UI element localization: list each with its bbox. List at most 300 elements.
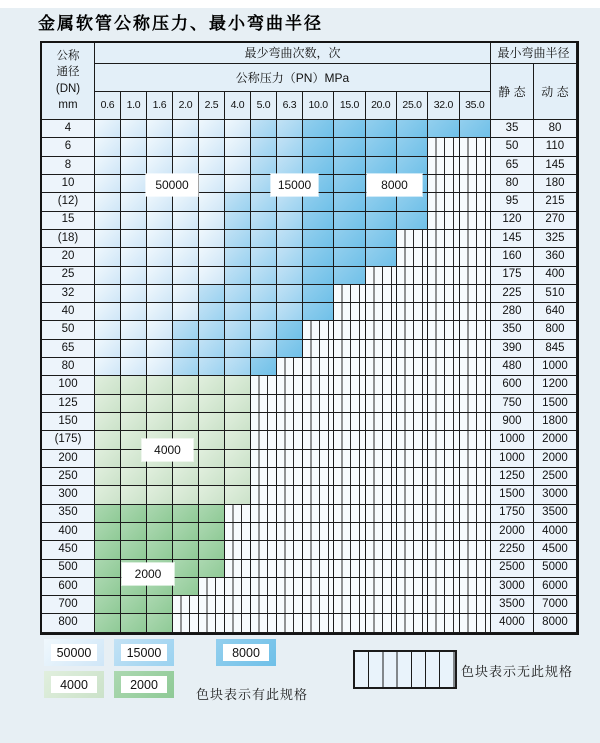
dynamic-radius-value: 1200 — [534, 376, 577, 394]
dn-row-label: 6 — [42, 138, 95, 156]
legend-no-spec-hatch-swatch — [353, 650, 457, 689]
spec-cell-dn40-p6.3 — [277, 303, 303, 321]
spec-cell-dn125-p25.0 — [397, 395, 428, 413]
spec-cell-dn15-p10.0 — [303, 212, 334, 230]
spec-cell-dn(12)-p4.0 — [225, 193, 251, 211]
spec-cell-dn25-p6.3 — [277, 267, 303, 285]
spec-cell-dn450-p1.6 — [147, 541, 173, 559]
spec-cell-dn40-p32.0 — [428, 303, 459, 321]
spec-cell-dn40-p20.0 — [366, 303, 397, 321]
spec-cell-dn150-p5.0 — [251, 413, 277, 431]
spec-cell-dn400-p25.0 — [397, 523, 428, 541]
pressure-header: 公称压力（PN）MPa — [95, 64, 491, 92]
dn-row-label: 40 — [42, 303, 95, 321]
spec-cell-dn400-p35.0 — [460, 523, 491, 541]
legend-swatch-50000 — [44, 639, 104, 666]
spec-cell-dn25-p1.6 — [147, 267, 173, 285]
spec-cell-dn10-p2.5 — [199, 175, 225, 193]
static-radius-value: 175 — [491, 267, 534, 285]
dn-row-label: 10 — [42, 175, 95, 193]
spec-cell-dn700-p35.0 — [460, 596, 491, 614]
spec-cell-dn600-p6.3 — [277, 578, 303, 596]
spec-cell-dn600-p35.0 — [460, 578, 491, 596]
cycle-count-label-4000: 4000 — [142, 439, 193, 461]
spec-cell-dn(18)-p6.3 — [277, 230, 303, 248]
dn-header-line: 通径 — [56, 66, 80, 78]
spec-cell-dn600-p15.0 — [334, 578, 365, 596]
spec-cell-dn15-p2.0 — [173, 212, 199, 230]
spec-cell-dn6-p0.6 — [95, 138, 121, 156]
spec-cell-dn450-p0.6 — [95, 541, 121, 559]
spec-cell-dn500-p4.0 — [225, 560, 251, 578]
legend-swatch-4000 — [44, 671, 104, 698]
spec-cell-dn800-p1.0 — [121, 614, 147, 632]
spec-cell-dn125-p1.0 — [121, 395, 147, 413]
spec-cell-dn800-p35.0 — [460, 614, 491, 632]
spec-cell-dn500-p35.0 — [460, 560, 491, 578]
spec-cell-dn25-p20.0 — [366, 267, 397, 285]
spec-cell-dn500-p10.0 — [303, 560, 334, 578]
spec-cell-dn450-p35.0 — [460, 541, 491, 559]
spec-cell-dn100-p1.6 — [147, 376, 173, 394]
spec-cell-dn800-p6.3 — [277, 614, 303, 632]
spec-cell-dn100-p25.0 — [397, 376, 428, 394]
spec-cell-dn400-p4.0 — [225, 523, 251, 541]
spec-cell-dn800-p5.0 — [251, 614, 277, 632]
spec-cell-dn65-p2.5 — [199, 340, 225, 358]
spec-cell-dn350-p1.0 — [121, 505, 147, 523]
spec-cell-dn250-p6.3 — [277, 468, 303, 486]
dn-row-label: 50 — [42, 321, 95, 339]
spec-cell-dn20-p35.0 — [460, 248, 491, 266]
spec-cell-dn(18)-p4.0 — [225, 230, 251, 248]
spec-cell-dn250-p4.0 — [225, 468, 251, 486]
dynamic-radius-value: 180 — [534, 175, 577, 193]
dynamic-radius-value: 845 — [534, 340, 577, 358]
dynamic-radius-value: 215 — [534, 193, 577, 211]
spec-cell-dn32-p15.0 — [334, 285, 365, 303]
spec-cell-dn450-p1.0 — [121, 541, 147, 559]
spec-cell-dn350-p20.0 — [366, 505, 397, 523]
dynamic-radius-value: 800 — [534, 321, 577, 339]
dn-row-label: (12) — [42, 193, 95, 211]
spec-cell-dn25-p2.0 — [173, 267, 199, 285]
spec-cell-dn(175)-p2.5 — [199, 431, 225, 449]
dn-row-label: 300 — [42, 486, 95, 504]
spec-cell-dn300-p35.0 — [460, 486, 491, 504]
spec-cell-dn40-p0.6 — [95, 303, 121, 321]
spec-cell-dn(175)-p0.6 — [95, 431, 121, 449]
spec-cell-dn350-p4.0 — [225, 505, 251, 523]
spec-cell-dn500-p15.0 — [334, 560, 365, 578]
spec-cell-dn450-p15.0 — [334, 541, 365, 559]
spec-cell-dn50-p32.0 — [428, 321, 459, 339]
spec-cell-dn32-p20.0 — [366, 285, 397, 303]
dn-row-label: (18) — [42, 230, 95, 248]
spec-cell-dn6-p6.3 — [277, 138, 303, 156]
spec-cell-dn700-p1.6 — [147, 596, 173, 614]
spec-cell-dn10-p15.0 — [334, 175, 365, 193]
spec-cell-dn6-p15.0 — [334, 138, 365, 156]
spec-cell-dn40-p1.6 — [147, 303, 173, 321]
spec-cell-dn50-p10.0 — [303, 321, 334, 339]
spec-cell-dn150-p25.0 — [397, 413, 428, 431]
static-radius-value: 750 — [491, 395, 534, 413]
spec-cell-dn150-p10.0 — [303, 413, 334, 431]
top-white-strip — [0, 0, 600, 8]
spec-cell-dn200-p5.0 — [251, 450, 277, 468]
spec-cell-dn80-p10.0 — [303, 358, 334, 376]
spec-cell-dn125-p0.6 — [95, 395, 121, 413]
spec-cell-dn80-p15.0 — [334, 358, 365, 376]
spec-cell-dn4-p5.0 — [251, 120, 277, 138]
spec-cell-dn80-p25.0 — [397, 358, 428, 376]
spec-cell-dn20-p1.0 — [121, 248, 147, 266]
pressure-col-5.0: 5.0 — [251, 92, 277, 120]
spec-cell-dn25-p35.0 — [460, 267, 491, 285]
spec-cell-dn80-p1.6 — [147, 358, 173, 376]
spec-cell-dn80-p0.6 — [95, 358, 121, 376]
spec-cell-dn500-p2.5 — [199, 560, 225, 578]
spec-cell-dn250-p25.0 — [397, 468, 428, 486]
dn-row-label: 150 — [42, 413, 95, 431]
spec-cell-dn125-p4.0 — [225, 395, 251, 413]
dn-row-label: 125 — [42, 395, 95, 413]
static-radius-value: 2000 — [491, 523, 534, 541]
dn-row-label: 15 — [42, 212, 95, 230]
legend-has-spec-text: 色块表示有此规格 — [196, 687, 309, 702]
spec-cell-dn32-p5.0 — [251, 285, 277, 303]
spec-cell-dn32-p6.3 — [277, 285, 303, 303]
spec-cell-dn800-p32.0 — [428, 614, 459, 632]
spec-cell-dn50-p0.6 — [95, 321, 121, 339]
spec-cell-dn350-p0.6 — [95, 505, 121, 523]
spec-cell-dn50-p35.0 — [460, 321, 491, 339]
spec-cell-dn25-p0.6 — [95, 267, 121, 285]
spec-cell-dn125-p6.3 — [277, 395, 303, 413]
spec-cell-dn800-p0.6 — [95, 614, 121, 632]
dn-row-label: 25 — [42, 267, 95, 285]
dynamic-radius-value: 270 — [534, 212, 577, 230]
dynamic-radius-value: 80 — [534, 120, 577, 138]
spec-cell-dn450-p4.0 — [225, 541, 251, 559]
bend-cycles-header: 最少弯曲次数，次 — [95, 43, 491, 64]
spec-cell-dn(175)-p10.0 — [303, 431, 334, 449]
spec-cell-dn450-p5.0 — [251, 541, 277, 559]
spec-cell-dn15-p5.0 — [251, 212, 277, 230]
pressure-col-4.0: 4.0 — [225, 92, 251, 120]
static-radius-value: 80 — [491, 175, 534, 193]
pressure-col-2.0: 2.0 — [173, 92, 199, 120]
spec-cell-dn65-p2.0 — [173, 340, 199, 358]
spec-cell-dn200-p35.0 — [460, 450, 491, 468]
static-radius-value: 4000 — [491, 614, 534, 632]
spec-cell-dn15-p35.0 — [460, 212, 491, 230]
spec-cell-dn500-p5.0 — [251, 560, 277, 578]
static-radius-value: 390 — [491, 340, 534, 358]
spec-cell-dn40-p25.0 — [397, 303, 428, 321]
dynamic-radius-value: 8000 — [534, 614, 577, 632]
spec-cell-dn20-p2.0 — [173, 248, 199, 266]
spec-cell-dn100-p6.3 — [277, 376, 303, 394]
spec-cell-dn25-p32.0 — [428, 267, 459, 285]
spec-cell-dn65-p5.0 — [251, 340, 277, 358]
spec-cell-dn125-p2.0 — [173, 395, 199, 413]
spec-cell-dn(18)-p1.6 — [147, 230, 173, 248]
spec-cell-dn350-p2.5 — [199, 505, 225, 523]
spec-cell-dn600-p0.6 — [95, 578, 121, 596]
spec-cell-dn(175)-p15.0 — [334, 431, 365, 449]
spec-cell-dn600-p2.5 — [199, 578, 225, 596]
spec-cell-dn450-p2.5 — [199, 541, 225, 559]
spec-cell-dn350-p32.0 — [428, 505, 459, 523]
dynamic-radius-value: 6000 — [534, 578, 577, 596]
spec-cell-dn80-p2.0 — [173, 358, 199, 376]
spec-cell-dn250-p5.0 — [251, 468, 277, 486]
dn-row-label: 4 — [42, 120, 95, 138]
legend-swatch-label: 15000 — [121, 644, 167, 661]
pressure-col-1.6: 1.6 — [147, 92, 173, 120]
spec-cell-dn6-p20.0 — [366, 138, 397, 156]
spec-cell-dn(12)-p1.0 — [121, 193, 147, 211]
spec-cell-dn200-p20.0 — [366, 450, 397, 468]
static-radius-value: 120 — [491, 212, 534, 230]
spec-cell-dn65-p0.6 — [95, 340, 121, 358]
spec-cell-dn125-p32.0 — [428, 395, 459, 413]
spec-cell-dn20-p5.0 — [251, 248, 277, 266]
spec-cell-dn300-p15.0 — [334, 486, 365, 504]
spec-cell-dn500-p6.3 — [277, 560, 303, 578]
spec-cell-dn80-p1.0 — [121, 358, 147, 376]
static-radius-value: 65 — [491, 157, 534, 175]
static-radius-value: 225 — [491, 285, 534, 303]
spec-cell-dn300-p1.0 — [121, 486, 147, 504]
spec-cell-dn600-p32.0 — [428, 578, 459, 596]
spec-cell-dn65-p20.0 — [366, 340, 397, 358]
dn-header-line: mm — [58, 99, 78, 111]
spec-cell-dn350-p6.3 — [277, 505, 303, 523]
spec-cell-dn65-p1.6 — [147, 340, 173, 358]
dn-row-label: 400 — [42, 523, 95, 541]
spec-cell-dn32-p25.0 — [397, 285, 428, 303]
static-radius-value: 145 — [491, 230, 534, 248]
pressure-col-20.0: 20.0 — [366, 92, 397, 120]
spec-cell-dn100-p2.0 — [173, 376, 199, 394]
spec-cell-dn250-p0.6 — [95, 468, 121, 486]
spec-cell-dn20-p4.0 — [225, 248, 251, 266]
spec-cell-dn25-p5.0 — [251, 267, 277, 285]
dn-row-label: 8 — [42, 157, 95, 175]
spec-cell-dn65-p4.0 — [225, 340, 251, 358]
spec-cell-dn600-p5.0 — [251, 578, 277, 596]
spec-cell-dn300-p4.0 — [225, 486, 251, 504]
spec-cell-dn(18)-p15.0 — [334, 230, 365, 248]
spec-cell-dn10-p0.6 — [95, 175, 121, 193]
spec-cell-dn6-p5.0 — [251, 138, 277, 156]
spec-cell-dn300-p10.0 — [303, 486, 334, 504]
spec-cell-dn80-p20.0 — [366, 358, 397, 376]
spec-cell-dn50-p1.6 — [147, 321, 173, 339]
spec-cell-dn300-p20.0 — [366, 486, 397, 504]
spec-cell-dn500-p0.6 — [95, 560, 121, 578]
spec-cell-dn50-p2.5 — [199, 321, 225, 339]
spec-cell-dn600-p4.0 — [225, 578, 251, 596]
pressure-radius-table — [40, 41, 579, 635]
static-radius-value: 3000 — [491, 578, 534, 596]
spec-cell-dn700-p25.0 — [397, 596, 428, 614]
static-radius-value: 1000 — [491, 450, 534, 468]
spec-cell-dn700-p15.0 — [334, 596, 365, 614]
spec-cell-dn400-p1.0 — [121, 523, 147, 541]
spec-cell-dn8-p35.0 — [460, 157, 491, 175]
spec-cell-dn150-p1.0 — [121, 413, 147, 431]
spec-cell-dn25-p10.0 — [303, 267, 334, 285]
static-radius-value: 2500 — [491, 560, 534, 578]
spec-cell-dn4-p25.0 — [397, 120, 428, 138]
spec-cell-dn600-p20.0 — [366, 578, 397, 596]
pressure-col-25.0: 25.0 — [397, 92, 428, 120]
dynamic-radius-value: 110 — [534, 138, 577, 156]
dn-row-label: 350 — [42, 505, 95, 523]
spec-cell-dn4-p1.0 — [121, 120, 147, 138]
pressure-col-15.0: 15.0 — [334, 92, 365, 120]
dynamic-radius-value: 4500 — [534, 541, 577, 559]
spec-cell-dn20-p32.0 — [428, 248, 459, 266]
spec-cell-dn80-p32.0 — [428, 358, 459, 376]
static-radius-value: 600 — [491, 376, 534, 394]
spec-cell-dn450-p2.0 — [173, 541, 199, 559]
spec-cell-dn500-p32.0 — [428, 560, 459, 578]
spec-cell-dn300-p6.3 — [277, 486, 303, 504]
legend-swatch-2000 — [114, 671, 174, 698]
min-radius-header: 最小弯曲半径 — [491, 43, 577, 64]
spec-cell-dn800-p2.0 — [173, 614, 199, 632]
spec-cell-dn250-p35.0 — [460, 468, 491, 486]
dynamic-radius-value: 360 — [534, 248, 577, 266]
spec-cell-dn200-p25.0 — [397, 450, 428, 468]
spec-cell-dn(18)-p25.0 — [397, 230, 428, 248]
spec-cell-dn25-p1.0 — [121, 267, 147, 285]
spec-cell-dn8-p1.6 — [147, 157, 173, 175]
spec-cell-dn800-p4.0 — [225, 614, 251, 632]
spec-cell-dn700-p10.0 — [303, 596, 334, 614]
dn-row-label: 600 — [42, 578, 95, 596]
spec-cell-dn4-p4.0 — [225, 120, 251, 138]
spec-cell-dn300-p2.0 — [173, 486, 199, 504]
spec-cell-dn8-p10.0 — [303, 157, 334, 175]
static-radius-value: 2250 — [491, 541, 534, 559]
spec-cell-dn32-p32.0 — [428, 285, 459, 303]
spec-cell-dn700-p32.0 — [428, 596, 459, 614]
spec-cell-dn6-p25.0 — [397, 138, 428, 156]
dynamic-radius-value: 3000 — [534, 486, 577, 504]
legend-no-spec-text: 色块表示无此规格 — [461, 664, 574, 679]
spec-cell-dn50-p25.0 — [397, 321, 428, 339]
spec-cell-dn400-p20.0 — [366, 523, 397, 541]
pressure-col-32.0: 32.0 — [428, 92, 459, 120]
pressure-col-10.0: 10.0 — [303, 92, 334, 120]
spec-cell-dn150-p2.0 — [173, 413, 199, 431]
dynamic-header: 动 态 — [534, 64, 577, 120]
spec-cell-dn6-p35.0 — [460, 138, 491, 156]
spec-cell-dn200-p0.6 — [95, 450, 121, 468]
pressure-col-2.5: 2.5 — [199, 92, 225, 120]
spec-cell-dn200-p6.3 — [277, 450, 303, 468]
spec-cell-dn700-p4.0 — [225, 596, 251, 614]
spec-cell-dn450-p6.3 — [277, 541, 303, 559]
spec-cell-dn100-p32.0 — [428, 376, 459, 394]
spec-cell-dn800-p25.0 — [397, 614, 428, 632]
spec-cell-dn6-p1.6 — [147, 138, 173, 156]
spec-cell-dn300-p32.0 — [428, 486, 459, 504]
spec-cell-dn150-p20.0 — [366, 413, 397, 431]
dn-row-label: 80 — [42, 358, 95, 376]
spec-cell-dn8-p5.0 — [251, 157, 277, 175]
spec-cell-dn50-p2.0 — [173, 321, 199, 339]
spec-cell-dn10-p4.0 — [225, 175, 251, 193]
static-radius-value: 280 — [491, 303, 534, 321]
spec-cell-dn6-p32.0 — [428, 138, 459, 156]
spec-cell-dn40-p15.0 — [334, 303, 365, 321]
spec-cell-dn6-p2.0 — [173, 138, 199, 156]
spec-cell-dn4-p0.6 — [95, 120, 121, 138]
spec-cell-dn15-p2.5 — [199, 212, 225, 230]
spec-cell-dn400-p10.0 — [303, 523, 334, 541]
spec-cell-dn20-p15.0 — [334, 248, 365, 266]
spec-cell-dn125-p20.0 — [366, 395, 397, 413]
static-radius-value: 95 — [491, 193, 534, 211]
spec-cell-dn700-p0.6 — [95, 596, 121, 614]
dn-row-label: 65 — [42, 340, 95, 358]
spec-cell-dn80-p6.3 — [277, 358, 303, 376]
dn-header-line: (DN) — [55, 82, 81, 95]
spec-cell-dn4-p2.0 — [173, 120, 199, 138]
spec-cell-dn300-p2.5 — [199, 486, 225, 504]
spec-cell-dn20-p1.6 — [147, 248, 173, 266]
spec-cell-dn4-p2.5 — [199, 120, 225, 138]
spec-cell-dn8-p15.0 — [334, 157, 365, 175]
spec-cell-dn(18)-p32.0 — [428, 230, 459, 248]
spec-cell-dn250-p20.0 — [366, 468, 397, 486]
spec-cell-dn200-p4.0 — [225, 450, 251, 468]
spec-cell-dn40-p2.5 — [199, 303, 225, 321]
spec-cell-dn(18)-p5.0 — [251, 230, 277, 248]
legend-swatch-8000 — [216, 639, 276, 666]
spec-cell-dn(18)-p2.5 — [199, 230, 225, 248]
spec-cell-dn15-p1.6 — [147, 212, 173, 230]
spec-cell-dn700-p2.5 — [199, 596, 225, 614]
pressure-col-35.0: 35.0 — [460, 92, 491, 120]
spec-cell-dn10-p32.0 — [428, 175, 459, 193]
dynamic-radius-value: 5000 — [534, 560, 577, 578]
spec-cell-dn(18)-p2.0 — [173, 230, 199, 248]
spec-cell-dn(18)-p0.6 — [95, 230, 121, 248]
spec-cell-dn20-p10.0 — [303, 248, 334, 266]
spec-cell-dn50-p5.0 — [251, 321, 277, 339]
cycle-count-label-8000: 8000 — [367, 174, 422, 196]
spec-cell-dn8-p4.0 — [225, 157, 251, 175]
spec-cell-dn450-p10.0 — [303, 541, 334, 559]
spec-cell-dn300-p25.0 — [397, 486, 428, 504]
page-title: 金属软管公称压力、最小弯曲半径 — [38, 14, 323, 34]
legend-swatch-15000 — [114, 639, 174, 666]
spec-cell-dn125-p10.0 — [303, 395, 334, 413]
spec-cell-dn600-p10.0 — [303, 578, 334, 596]
dn-row-label: 700 — [42, 596, 95, 614]
spec-cell-dn8-p2.0 — [173, 157, 199, 175]
spec-cell-dn400-p15.0 — [334, 523, 365, 541]
spec-cell-dn80-p4.0 — [225, 358, 251, 376]
